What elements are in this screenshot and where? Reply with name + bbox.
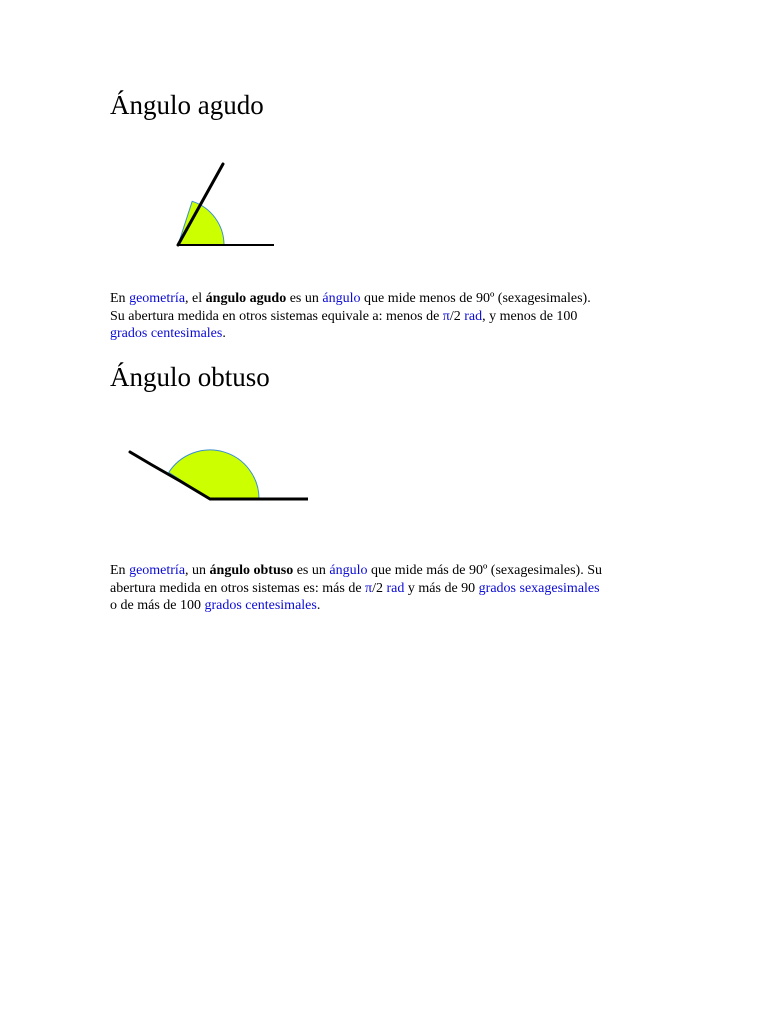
obtuse-angle-sector [169, 450, 259, 499]
text: /2 [372, 580, 387, 596]
paragraph-line [110, 308, 670, 326]
paragraph-line [110, 562, 670, 580]
link-grados-centesimales[interactable]: grados centesimales [110, 326, 223, 341]
link-angulo[interactable]: ángulo [329, 563, 368, 578]
link-rad[interactable]: rad [464, 308, 483, 324]
text: Su abertura medida en otros sistemas equivale a: menos de [110, 308, 443, 324]
text: . [316, 598, 321, 613]
heading-angulo-obtuso: Ángulo obtuso [110, 362, 270, 392]
link-pi[interactable]: π [365, 580, 373, 596]
link-pi[interactable]: π [442, 308, 450, 324]
text: abertura medida en otros sistemas es: más de [110, 580, 366, 596]
text: , y menos de 100 [482, 308, 578, 324]
paragraph-line [110, 325, 670, 343]
text: En [110, 563, 130, 578]
link-grados-sexagesimales[interactable]: grados sexagesimales [478, 580, 600, 596]
bold-term-angulo-agudo: ángulo agudo [205, 291, 287, 306]
acute-angle-sector [178, 201, 224, 245]
text: o de más de 100 [110, 598, 205, 613]
text: /2 [449, 308, 465, 324]
paragraph-line [110, 580, 670, 598]
link-grados-centesimales[interactable]: grados centesimales [204, 598, 317, 613]
text: que mide menos de 90º (sexagesimales). [360, 291, 591, 306]
text: , el [185, 291, 206, 306]
text: y más de 90 [404, 580, 479, 596]
text: . [222, 326, 226, 341]
text: que mide más de 90º (sexagesimales). Su [367, 563, 602, 578]
obtuse-angle-figure [122, 445, 314, 507]
heading-angulo-agudo: Ángulo agudo [110, 90, 264, 120]
paragraph-line [110, 290, 670, 308]
text: En [110, 291, 130, 306]
link-geometria[interactable]: geometría [129, 563, 186, 578]
bold-term-angulo-obtuso: ángulo obtuso [209, 563, 294, 578]
link-angulo[interactable]: ángulo [322, 291, 361, 306]
paragraph-angulo-agudo [110, 290, 670, 343]
link-geometria[interactable]: geometría [129, 291, 186, 306]
text: es un [293, 563, 330, 578]
text: es un [286, 291, 323, 306]
paragraph-line [110, 597, 670, 615]
text: , un [185, 563, 210, 578]
acute-angle-figure [170, 156, 280, 251]
link-rad[interactable]: rad [386, 580, 405, 596]
paragraph-angulo-obtuso [110, 562, 670, 615]
